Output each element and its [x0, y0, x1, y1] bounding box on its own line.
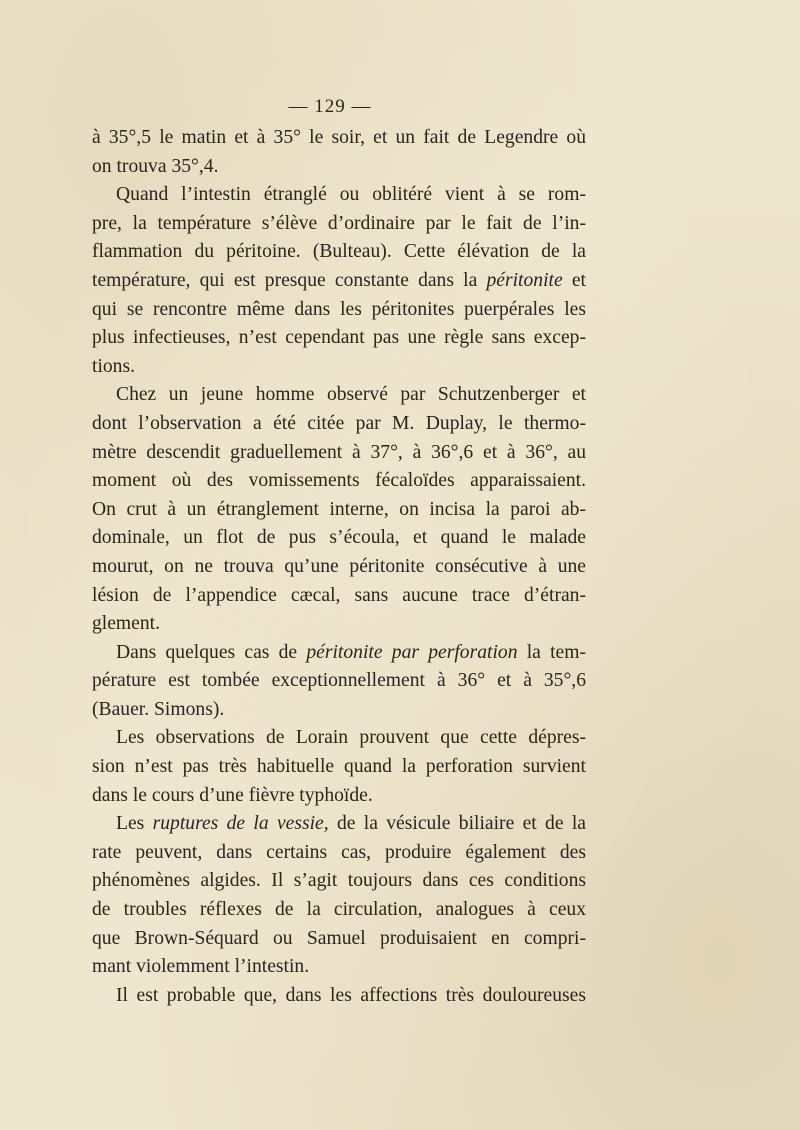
- text-line: [92, 267, 586, 296]
- text-segment: Dans quelques cas de: [116, 641, 307, 663]
- page-number: — 129 —: [288, 96, 372, 117]
- text-segment: et: [562, 269, 586, 291]
- text-line: qui se rencontre même dans les péritonites puerpérales les: [92, 298, 586, 320]
- text-line: pérature est tombée exceptionnellement à 36° et à 35°,6: [92, 670, 586, 692]
- text-line: [92, 810, 586, 839]
- text-line: phénomènes algides. Il s’agit toujours dans ces conditions: [92, 870, 586, 892]
- text-line: mourut, on ne trouva qu’une péritonite consécutive à une: [92, 555, 586, 577]
- text-line: tions.: [92, 355, 136, 377]
- body-text: [92, 124, 586, 1010]
- text-segment: de la vésicule biliaire et de la: [328, 813, 586, 835]
- text-line: dans le cours d’une fièvre typhoïde.: [92, 784, 373, 806]
- italic-term: ruptures de la vessie,: [152, 813, 329, 835]
- text-line: [92, 639, 586, 668]
- text-line: flammation du péritoine. (Bulteau). Cette élévation de la: [92, 241, 586, 263]
- text-segment: température, qui est presque constante dans la: [92, 269, 487, 291]
- text-line: mant violemment l’intestin.: [92, 956, 310, 978]
- text-segment: Les: [116, 813, 153, 835]
- text-line: mètre descendit graduellement à 37°, à 36°,6 et à 36°, au: [92, 441, 586, 463]
- text-line: (Bauer. Simons).: [92, 698, 225, 720]
- text-line: dont l’observation a été citée par M. Duplay, le thermo-: [92, 412, 586, 434]
- text-line: Les observations de Lorain prouvent que cette dépres-: [116, 727, 586, 749]
- text-line: sion n’est pas très habituelle quand la perforation survient: [92, 756, 586, 778]
- text-line: On crut à un étranglement interne, on incisa la paroi ab-: [92, 498, 586, 520]
- text-line: plus infectieuses, n’est cependant pas une règle sans excep-: [92, 327, 586, 349]
- text-line: on trouva 35°,4.: [92, 155, 219, 177]
- text-line: que Brown-Séquard ou Samuel produisaient en compri-: [92, 927, 586, 949]
- text-line: Chez un jeune homme observé par Schutzenberger et: [116, 384, 586, 406]
- text-line: rate peuvent, dans certains cas, produire également des: [92, 841, 586, 863]
- text-line: à 35°,5 le matin et à 35° le soir, et un fait de Legendre où: [92, 127, 586, 148]
- text-line: lésion de l’appendice cæcal, sans aucune trace d’étran-: [92, 584, 586, 606]
- italic-term: péritonite: [486, 269, 563, 291]
- italic-term: péritonite par perforation: [306, 641, 518, 663]
- text-line: glement.: [92, 613, 161, 635]
- text-line: de troubles réflexes de la circulation, analogues à ceux: [92, 899, 586, 921]
- text-line: moment où des vomissements fécaloïdes apparaissaient.: [92, 470, 586, 492]
- text-line: dominale, un flot de pus s’écoula, et quand le malade: [92, 527, 586, 549]
- text-line: Il est probable que, dans les affections très douloureuses: [116, 984, 586, 1006]
- text-segment: la tem-: [517, 641, 587, 663]
- text-line: Quand l’intestin étranglé ou oblitéré vient à se rom-: [116, 184, 586, 206]
- text-line: pre, la température s’élève d’ordinaire par le fait de l’in-: [92, 212, 586, 234]
